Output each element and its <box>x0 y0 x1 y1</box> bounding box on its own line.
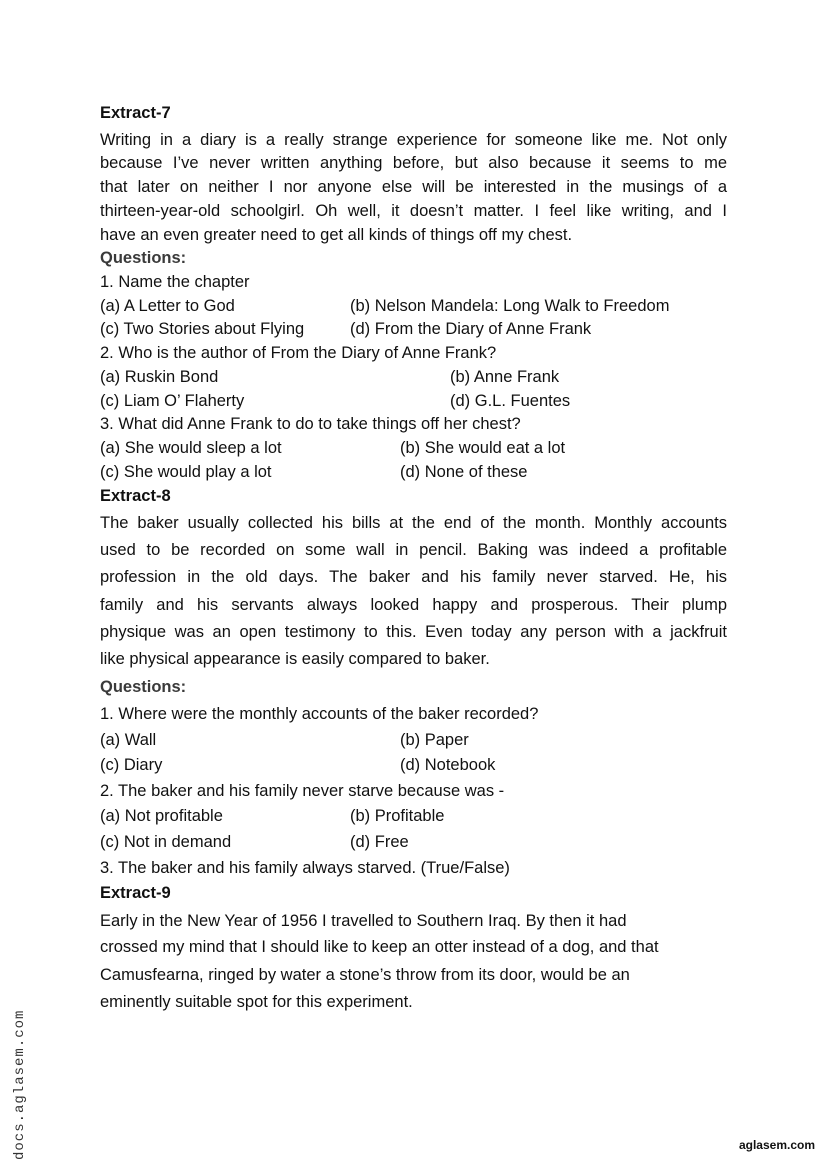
option-a: (a) Not profitable <box>100 807 223 825</box>
option-a: (a) Wall <box>100 731 157 749</box>
paragraph-line: Early in the New Year of 1956 I travelled to Southern Iraq. By then it had <box>100 912 627 930</box>
option-b: (b) Anne Frank <box>450 368 560 386</box>
option-d: (d) From the Diary of Anne Frank <box>350 320 592 338</box>
paragraph-line: Camusfearna, ringed by water a stone’s throw from its door, would be an <box>100 966 630 984</box>
paragraph-line: family and his servants always looked happy and prosperous. Their plump <box>100 596 727 614</box>
question: 1. Name the chapter <box>100 273 250 291</box>
side-watermark: docs.aglasem.com <box>12 1009 28 1160</box>
question: 3. What did Anne Frank to do to take things off her chest? <box>100 415 521 433</box>
paragraph-line: crossed my mind that I should like to keep an otter instead of a dog, and that <box>100 938 659 956</box>
question: 2. The baker and his family never starve because was - <box>100 782 505 800</box>
option-d: (d) None of these <box>400 463 528 481</box>
question: 2. Who is the author of From the Diary of Anne Frank? <box>100 344 497 362</box>
paragraph-line: used to be recorded on some wall in pencil. Baking was indeed a profitable <box>100 541 727 559</box>
option-c: (c) Two Stories about Flying <box>100 320 305 338</box>
paragraph-line: have an even greater need to get all kinds of things off my chest. <box>100 226 573 244</box>
question: 3. The baker and his family always starved. (True/False) <box>100 859 510 877</box>
footer-site-label: aglasem.com <box>738 1138 815 1152</box>
option-d: (d) G.L. Fuentes <box>450 392 571 410</box>
option-b: (b) She would eat a lot <box>400 439 566 457</box>
extract-7-title: Extract-7 <box>100 104 171 122</box>
option-c: (c) Liam O’ Flaherty <box>100 392 245 410</box>
paragraph-line: like physical appearance is easily compared to baker. <box>100 650 490 668</box>
questions-label: Questions: <box>100 249 187 267</box>
extract-9-title: Extract-9 <box>100 884 171 902</box>
extract-8-title: Extract-8 <box>100 487 171 505</box>
option-c: (c) Not in demand <box>100 833 232 851</box>
option-a: (a) Ruskin Bond <box>100 368 219 386</box>
option-a: (a) A Letter to God <box>100 297 235 315</box>
option-d: (d) Notebook <box>400 756 496 774</box>
option-b: (b) Nelson Mandela: Long Walk to Freedom <box>350 297 670 315</box>
paragraph-line: profession in the old days. The baker and his family never starved. He, his <box>100 568 727 586</box>
paragraph-line: Writing in a diary is a really strange experience for someone like me. Not only <box>100 131 727 149</box>
option-b: (b) Profitable <box>350 807 445 825</box>
questions-label: Questions: <box>100 678 187 696</box>
paragraph-line: thirteen-year-old schoolgirl. Oh well, it doesn’t matter. I feel like writing, and I <box>100 202 727 220</box>
option-d: (d) Free <box>350 833 409 851</box>
option-b: (b) Paper <box>400 731 469 749</box>
paragraph-line: physique was an open testimony to this. Even today any person with a jackfruit <box>100 623 727 641</box>
option-c: (c) Diary <box>100 756 163 774</box>
question: 1. Where were the monthly accounts of the baker recorded? <box>100 705 539 723</box>
option-c: (c) She would play a lot <box>100 463 272 481</box>
paragraph-line: because I’ve never written anything before, but also because it seems to me <box>100 154 727 172</box>
paragraph-line: eminently suitable spot for this experiment. <box>100 993 413 1011</box>
paragraph-line: The baker usually collected his bills at the end of the month. Monthly accounts <box>100 514 727 532</box>
paragraph-line: that later on neither I nor anyone else will be interested in the musings of a <box>100 178 727 196</box>
option-a: (a) She would sleep a lot <box>100 439 282 457</box>
